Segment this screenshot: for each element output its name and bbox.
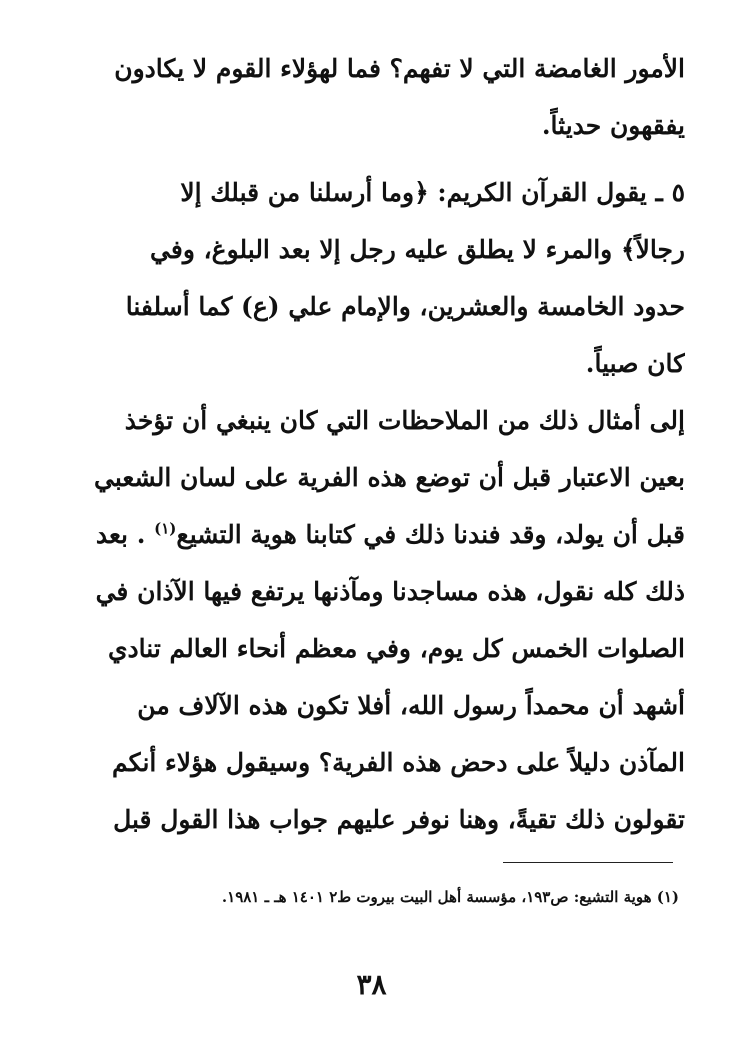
text-line: الصلوات الخمس كل يوم، وفي معظم أنحاء العالم تنادي [107,634,685,663]
text-line: أشهد أن محمداً رسول الله، أفلا تكون هذه الآلاف من [137,691,685,720]
text-line: ٥ ـ يقول القرآن الكريم: ﴿وما أرسلنا من قبلك إلا [180,178,685,207]
line-tail: . بعد [95,520,146,549]
text-line: رجالاً﴾ والمرء لا يطلق عليه رجل إلا بعد البلوغ، وفي [150,235,685,264]
text-line: كان صبياً. [585,349,685,378]
text-line: تقولون ذلك تقيةً، وهنا نوفر عليهم جواب هذا القول قبل [113,805,685,834]
text-line: إلى أمثال ذلك من الملاحظات التي كان ينبغي أن تؤخذ [124,406,685,435]
text-line: الأمور الغامضة التي لا تفهم؟ فما لهؤلاء القوم لا يكادون [114,54,685,83]
text-line: ذلك كله نقول، هذه مساجدنا ومآذنها يرتفع فيها الآذان في [95,577,685,606]
paragraph-3 [65,392,685,848]
text-line: المآذن دليلاً على دحض هذه الفرية؟ وسيقول هؤلاء أنكم [112,748,685,777]
paragraph-1 [65,40,685,154]
footnote-marker: (١) [154,519,177,538]
text-line: يفقهون حديثاً. [541,111,685,140]
paragraph-2 [65,164,685,392]
text-line-with-footnote [65,506,685,563]
text-line: بعين الاعتبار قبل أن توضع هذه الفرية على لسان الشعبي [94,463,685,492]
line-text: قبل أن يولد، وقد فندنا ذلك في كتابنا هوية التشيع [176,520,685,549]
text-line: حدود الخامسة والعشرين، والإمام علي (ع) كما أسلفنا [125,292,685,321]
footnote: (١) هوية التشيع: ص١٩٣، مؤسسة أهل البيت بيروت ط٢ ١٤٠١ هـ ـ ١٩٨١. [221,888,679,906]
page-number: ٣٨ [356,968,387,1001]
footnote-divider [503,862,673,863]
